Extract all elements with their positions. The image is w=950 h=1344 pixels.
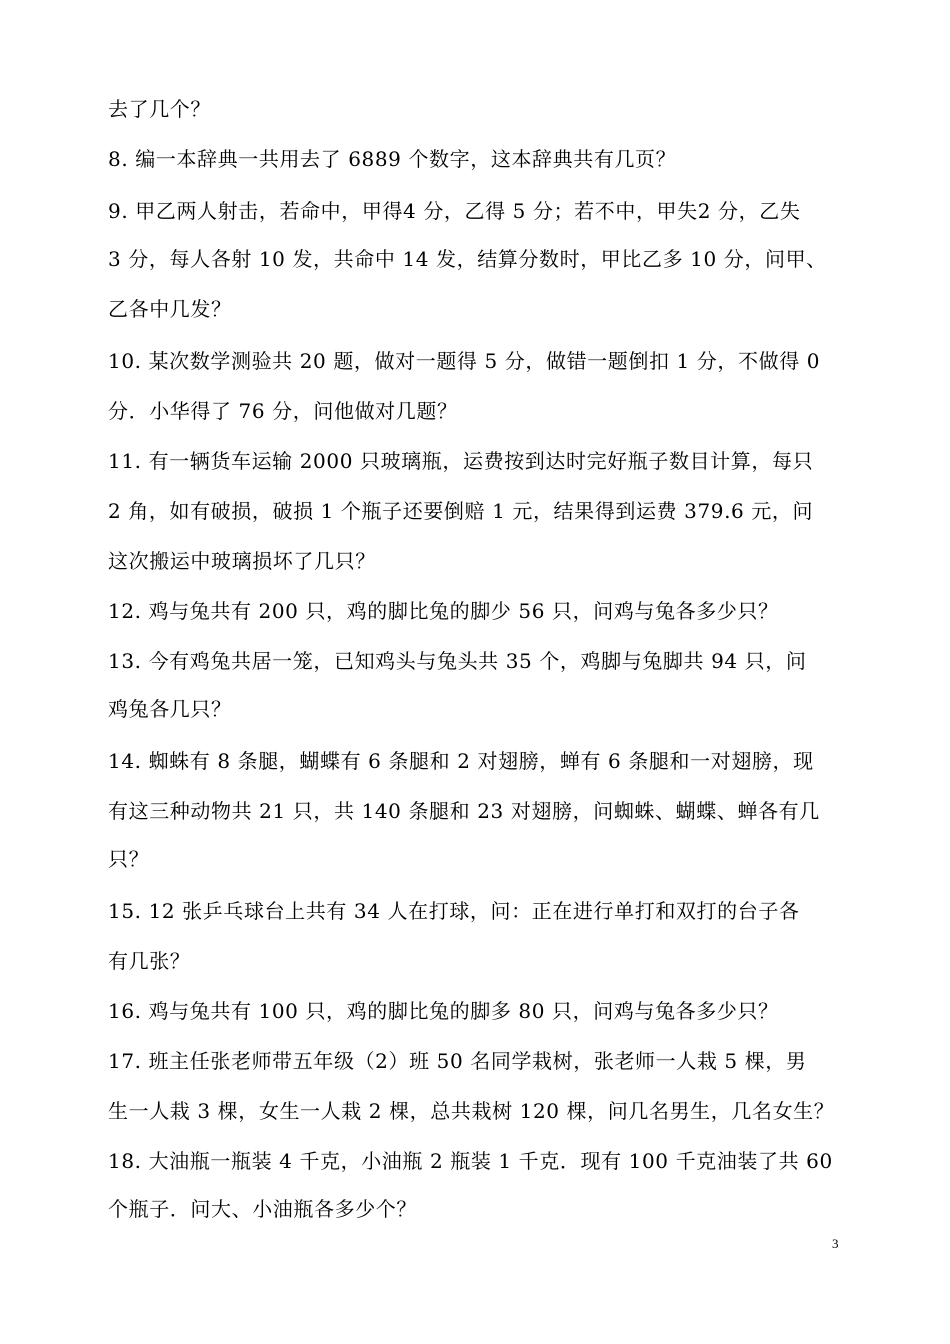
problem-14-line: 14. 蜘蛛有 8 条腿，蝴蝶有 6 条腿和 2 对翅膀，蝉有 6 条腿和一对翅膀，现 [108, 749, 814, 773]
problem-18-line: 18. 大油瓶一瓶装 4 千克，小油瓶 2 瓶装 1 千克．现有 100 千克油装了共 60 [108, 1149, 833, 1173]
text-line: 有几张？ [108, 949, 191, 973]
text-line: 有这三种动物共 21 只，共 140 条腿和 23 对翅膀，问蜘蛛、蝴蝶、蝉各有几 [108, 799, 820, 823]
text-line: 鸡兔各几只？ [108, 697, 232, 721]
problem-10-line: 10. 某次数学测验共 20 题，做对一题得 5 分，做错一题倒扣 1 分，不做得 0 [108, 349, 821, 373]
problem-15-line: 15. 12 张乒乓球台上共有 34 人在打球，问：正在进行单打和双打的台子各 [108, 899, 800, 923]
text-line: 分．小华得了 76 分，问他做对几题？ [108, 399, 458, 423]
page-number: 3 [832, 1236, 839, 1251]
text-line: 这次搬运中玻璃损坏了几只？ [108, 549, 376, 573]
text-line: 3 分，每人各射 10 发，共命中 14 发，结算分数时，甲比乙多 10 分，问甲、 [108, 247, 827, 271]
problem-13-line: 13. 今有鸡兔共居一笼，已知鸡头与兔头共 35 个，鸡脚与兔脚共 94 只，问 [108, 649, 807, 673]
problem-12-line: 12. 鸡与兔共有 200 只，鸡的脚比兔的脚少 56 只，问鸡与兔各多少只？ [108, 599, 779, 623]
problem-11-line: 11. 有一辆货车运输 2000 只玻璃瓶，运费按到达时完好瓶子数目计算，每只 [108, 449, 814, 473]
text-line: 乙各中几发？ [108, 297, 232, 321]
text-line: 去了几个？ [108, 97, 211, 121]
text-line: 2 角，如有破损，破损 1 个瓶子还要倒赔 1 元，结果得到运费 379.6 元，问 [108, 499, 814, 523]
problem-17-line: 17. 班主任张老师带五年级（2）班 50 名同学栽树，张老师一人栽 5 棵，男 [108, 1049, 807, 1073]
text-line: 生一人栽 3 棵，女生一人栽 2 棵，总共栽树 120 棵，问几名男生，几名女生？ [108, 1099, 835, 1123]
text-line: 只？ [108, 847, 150, 871]
problem-9-line: 9. 甲乙两人射击，若命中，甲得4 分，乙得 5 分；若不中，甲失2 分，乙失 [108, 199, 801, 223]
text-line: 个瓶子．问大、小油瓶各多少个？ [108, 1197, 417, 1221]
problem-16-line: 16. 鸡与兔共有 100 只，鸡的脚比兔的脚多 80 只，问鸡与兔各多少只？ [108, 999, 779, 1023]
problem-8-line: 8. 编一本辞典一共用去了 6889 个数字，这本辞典共有几页？ [108, 147, 677, 171]
